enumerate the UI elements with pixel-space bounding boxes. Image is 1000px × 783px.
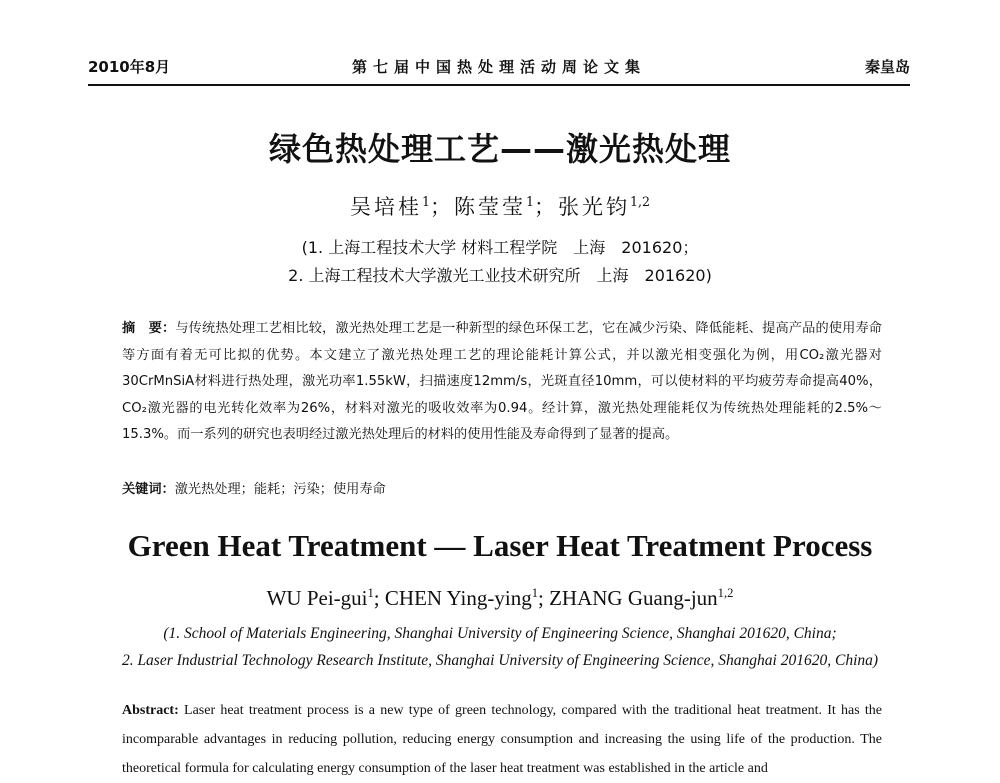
keywords-text: 激光热处理；能耗；污染；使用寿命 <box>174 482 386 497</box>
chinese-affiliation-1: (1. 上海工程技术大学 材料工程学院 上海 201620； <box>301 238 699 257</box>
author-name: 张光钧 <box>558 195 630 219</box>
abstract-label: Abstract: <box>122 703 179 718</box>
author-sep: ； <box>534 195 558 219</box>
author-name: ZHANG Guang-jun <box>549 586 718 610</box>
keywords-label: 关键词： <box>122 482 175 497</box>
chinese-abstract <box>122 316 882 449</box>
chinese-authors <box>0 191 1000 221</box>
author-name: CHEN Ying-ying <box>384 586 532 610</box>
chinese-affiliation-2: 2. 上海工程技术大学激光工业技术研究所 上海 201620) <box>288 266 712 285</box>
header-rule <box>88 84 910 86</box>
author-name: 陈莹莹 <box>453 195 526 219</box>
abstract-text: 与传统热处理工艺相比较，激光热处理工艺是一种新型的绿色环保工艺，它在减少污染、降低能耗、提高产品的使用寿命等方面有着无可比拟的优势。本文建立了激光热处理工艺的理论能耗计算公式，并以激光相变强化为例，用CO₂激光器对30CrMnSiA材料进行热处理，激光功率1.55kW，扫描速度12mm/s，光斑直径10mm，可以使材料的平均疲劳寿命提高40%，CO₂激光器的电光转化效率为26%，材料对激光的吸收效率为0.94。经计算，激光热处理能耗仅为传统热处理能耗的2.5%～15.3%。而一系列的研究也表明经过激光热处理后的材料的使用性能及寿命得到了显著的提高。 <box>122 321 882 442</box>
author-sep: ； <box>429 195 454 219</box>
english-title: Green Heat Treatment — Laser Heat Treatment Process <box>127 528 873 563</box>
author-sep: ; <box>373 586 385 610</box>
chinese-title: 绿色热处理工艺——激光热处理 <box>268 130 731 168</box>
abstract-label: 摘 要： <box>122 321 176 336</box>
english-affiliation-1: (1. School of Materials Engineering, Shanghai University of Engineering Science, Shanghai 201620, China; <box>163 625 837 642</box>
header-proceedings-title: 第七届中国热处理活动周论文集 <box>351 58 646 76</box>
author-sup: 1 <box>531 586 538 600</box>
chinese-keywords <box>122 477 882 503</box>
author-sup: 1,2 <box>717 586 734 600</box>
author-sep: ; <box>538 586 550 610</box>
english-affiliation-2: 2. Laser Industrial Technology Research Institute, Shanghai University of Engineering Science, Shanghai 201620, China) <box>121 652 879 669</box>
abstract-text: Laser heat treatment process is a new type of green technology, compared with the traditional heat treatment. It has the incomparable advantages in reducing pollution, reducing energy consumption and increasing the using life of the production. The theoretical formula for calculating energy consumption of the laser heat treatment was established in the article and <box>122 703 883 776</box>
author-name: 吴培桂 <box>349 195 422 219</box>
author-name: WU Pei-gui <box>266 586 368 610</box>
english-authors <box>0 586 1000 611</box>
english-abstract <box>122 696 883 776</box>
author-sup: 1 <box>525 194 534 209</box>
author-sup: 1 <box>421 194 430 209</box>
running-header <box>88 56 910 78</box>
author-sup: 1,2 <box>630 194 651 209</box>
header-date: 2010年8月 <box>88 58 171 76</box>
header-location: 秦皇岛 <box>864 58 910 76</box>
author-sup: 1 <box>367 586 374 600</box>
